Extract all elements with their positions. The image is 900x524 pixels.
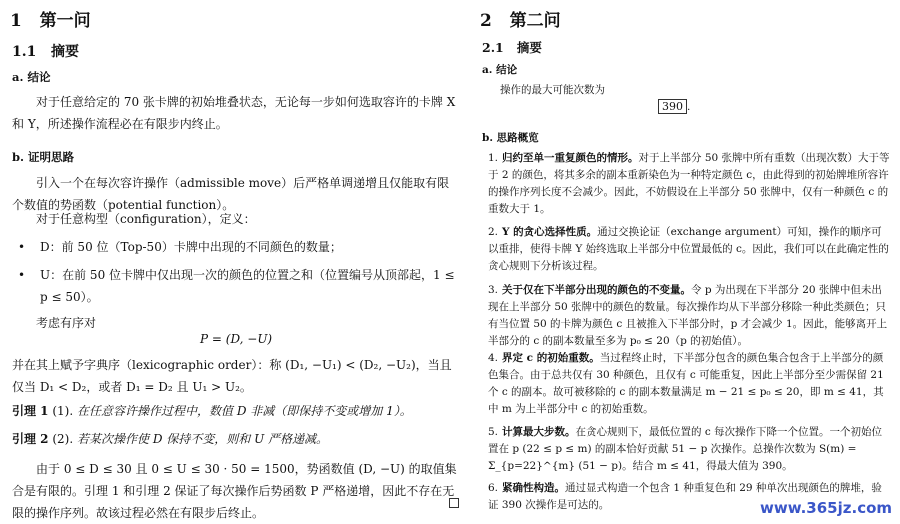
consider-text: 考虑有序对 [36, 316, 97, 330]
formula: P = (D, −U) [200, 332, 273, 346]
answer-box-wrapper [658, 98, 690, 116]
approach-overview-label: b. 思路概览 [482, 132, 539, 144]
item-text: 当过程终止时，下半部分包含的颜色集合包含于上半部分的颜色集合。由于总共仅有 30 种颜色，且仅有 c 可能重复，因此上半部分至少需保留 21 个 c 的副本。故可被移除的 c 的副本数量满足 m − 21 ≤ p₀ ≤ 20，即 m ≤ 41，其中 m 为上半部分中 c 的初始重数。 [488, 352, 884, 415]
lemma-1 [12, 400, 412, 422]
item-text: 通过显式构造一个包含 1 种重复色和 29 种单次出现颜色的牌堆，验证 390 次操作是可达的。 [488, 482, 882, 511]
section-title: 第一问 [39, 11, 91, 31]
item-title: 计算最大步数。 [502, 426, 576, 438]
lemma-1-ref: (1). [52, 404, 74, 418]
section-title: 第二问 [509, 11, 561, 31]
config-line: 对于任意构型（configuration），定义： [36, 212, 256, 226]
item-number: 1. [488, 152, 499, 164]
conclusion-label: a. 结论 [12, 70, 51, 84]
list-item-3 [488, 282, 892, 350]
lemma-1-text: 在任意容许操作过程中，数值 D 非减（即保持不变或增加 1）。 [77, 404, 412, 418]
subsection-number: 1.1 [12, 44, 37, 60]
lemma-2-label: 引理 2 [12, 432, 49, 446]
list-item-4 [488, 350, 892, 418]
proof-intro: 引入一个在每次容许操作（admissible move）后严格单调递增且仅能取有限个数值的势函数（potential function）。 [12, 176, 450, 212]
bullet-dot-1: • [18, 240, 26, 254]
order-text: 并在其上赋予字典序（lexicographic order）：称 (D₁, −U₁) < (D₂, −U₂)，当且仅当 D₁ < D₂，或者 D₁ = D₂ 且 U₁ > U₂。 [12, 358, 452, 394]
conclusion-label: a. 结论 [482, 64, 518, 76]
lemma-2-ref: (2). [52, 432, 74, 446]
item-title: 界定 c 的初始重数。 [502, 352, 600, 364]
list-item-5 [488, 424, 892, 475]
conclusion-text: 对于任意给定的 70 张卡牌的初始堆叠状态，无论每一步如何选取容许的卡牌 X 和 Y，所述操作流程必在有限步内终止。 [12, 95, 456, 131]
qed-square-icon [449, 498, 459, 508]
watermark: www.365jz.com [760, 499, 893, 517]
item-number: 3. [488, 284, 499, 296]
lemma-2-text: 若某次操作使 D 保持不变，则和 U 严格递减。 [77, 432, 328, 446]
list-item-2 [488, 224, 892, 275]
item-title: Y 的贪心选择性质。 [502, 226, 598, 238]
item-text: 在贪心规则下，最低位置的 c 每次操作下降一个位置。一个初始位置在 p (22 ≤ p ≤ m) 的副本恰好贡献 51 − p 次操作。总操作次数为 S(m) = Σ_{p=22}^{m} (51 − p)。结合 m ≤ 41，得最大值为 390。 [488, 426, 883, 472]
lemma-2 [12, 428, 328, 450]
item-number: 4. [488, 352, 499, 364]
item-text: 令 p 为出现在下半部分 20 张牌中但未出现在上半部分 50 张牌中的颜色的数量。每次操作均从下半部分移除一种此类颜色；只有当位置 50 的卡牌为颜色 c 且被推入下半部分时，p 才会减少 1。因此，能够离开上半部分的 c 的副本数量至多为 p₀ ≤ 20（p 的初始值）。 [488, 284, 888, 347]
subsection-heading-2-1 [482, 38, 542, 56]
section-number: 1 [10, 11, 22, 31]
section-heading-1 [10, 6, 91, 31]
bullet-item-u: U：在前 50 位卡牌中仅出现一次的颜色的位置之和（位置编号从顶部起，1 ≤ p ≤ 50）。 [40, 268, 455, 304]
item-number: 6. [488, 482, 499, 494]
subsection-heading-1-1 [12, 41, 79, 61]
subsection-title: 摘要 [50, 44, 79, 60]
section-number: 2 [480, 11, 492, 31]
item-text: 对于上半部分 50 张牌中所有重数（出现次数）大于等于 2 的颜色，将其多余的副本重新染色为一种特定颜色 c，由此得到的初始牌堆所容许的操作序列长度不会减少。因此，不妨假设在上半部分 50 张牌中，仅有一种颜色 c 的重数大于 1。 [488, 152, 890, 215]
item-title: 归约至单一重复颜色的情形。 [502, 152, 639, 164]
bullet-dot-2: • [18, 268, 26, 282]
final-conclusion: 由于 0 ≤ D ≤ 30 且 0 ≤ U ≤ 30 · 50 = 1500，势函数值 (D, −U) 的取值集合是有限的。引理 1 和引理 2 保证了每次操作后势函数 P 严格递增，因此不存在无限的操作序列。故该过程必然在有限步后终止。 [12, 462, 457, 520]
item-text: 通过交换论证（exchange argument）可知，操作的顺序可以重排，使得卡牌 Y 始终选取上半部分中位置最低的 c。因此，我们可以在此确定性的贪心规则下分析该过程。 [488, 226, 889, 272]
section-heading-2 [480, 6, 561, 31]
subsection-number: 2.1 [482, 40, 504, 55]
list-item-1 [488, 150, 892, 218]
bullet-item-d: D：前 50 位（Top-50）卡牌中出现的不同颜色的数量； [40, 240, 342, 254]
conclusion-text: 操作的最大可能次数为 [500, 84, 605, 96]
item-title: 关于仅在下半部分出现的颜色的不变量。 [502, 284, 691, 296]
answer-box: 390 [658, 99, 687, 114]
item-number: 5. [488, 426, 499, 438]
subsection-title: 摘要 [516, 40, 542, 55]
lemma-1-label: 引理 1 [12, 404, 49, 418]
item-title: 紧确性构造。 [502, 482, 565, 494]
item-number: 2. [488, 226, 499, 238]
proof-idea-label: b. 证明思路 [12, 150, 75, 164]
answer-suffix: . [687, 101, 691, 113]
